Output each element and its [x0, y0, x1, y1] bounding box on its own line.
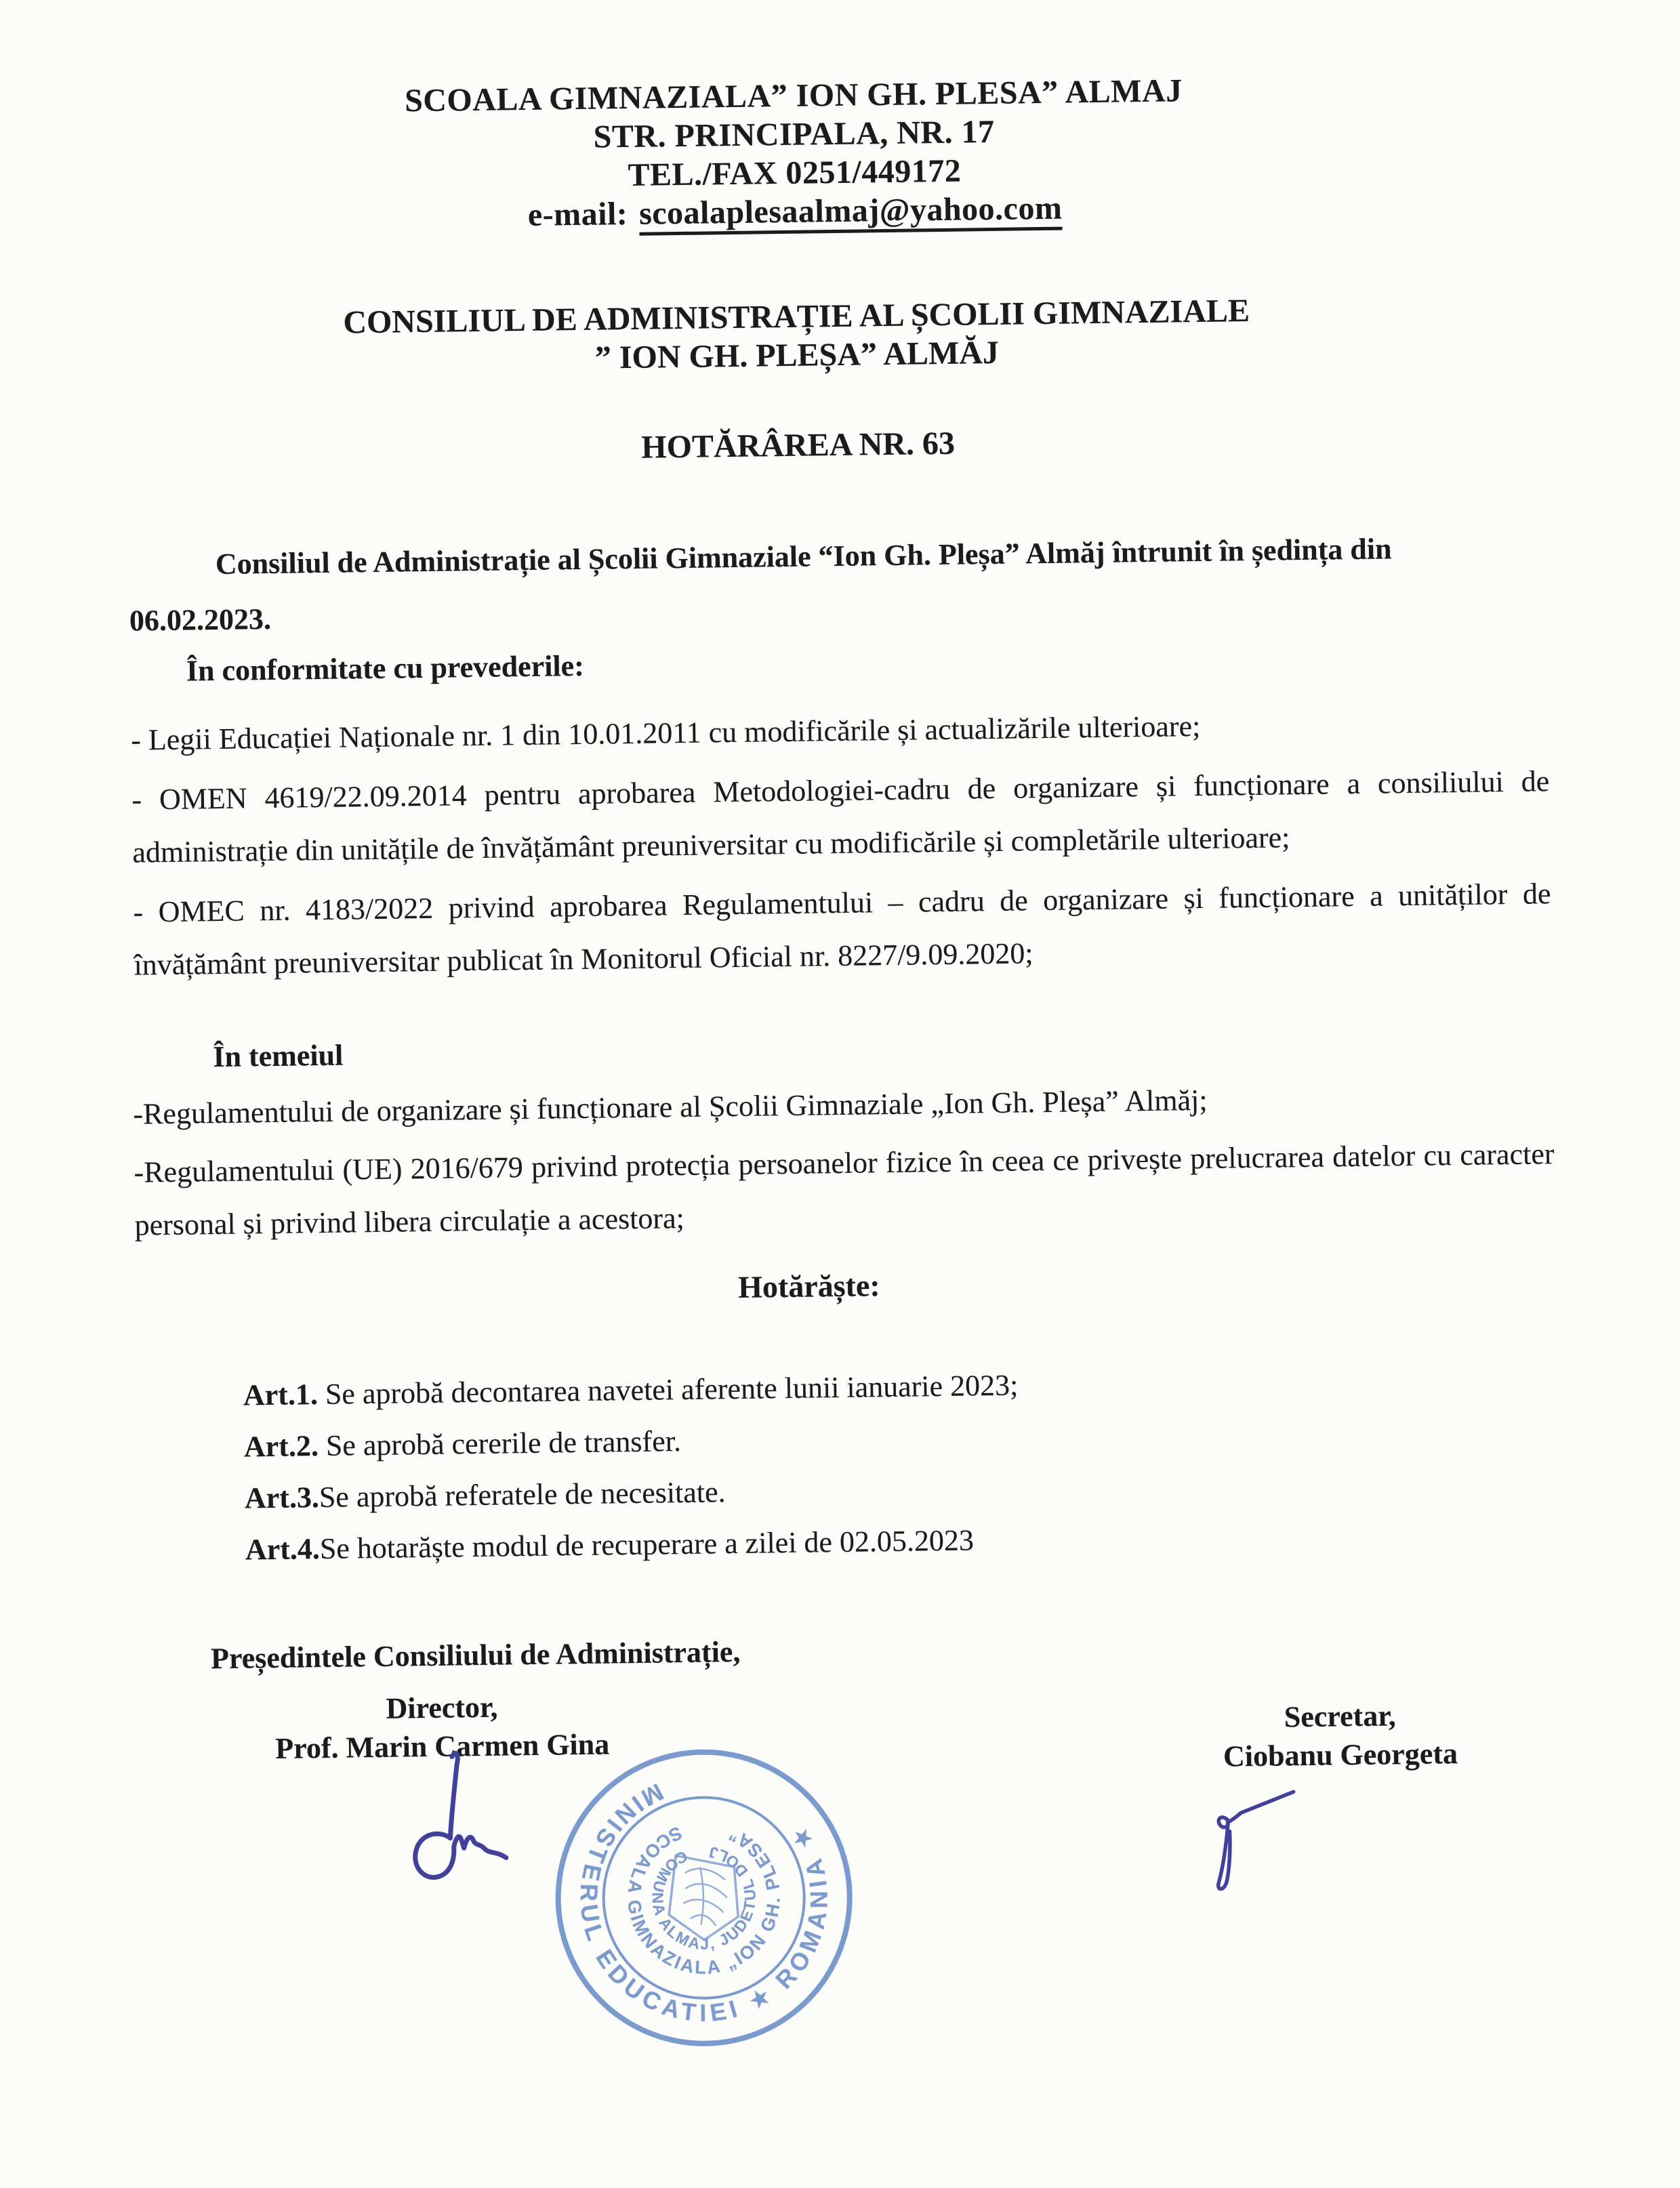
conformity-item: - OMEN 4619/22.09.2014 pentru aprobarea Metodologiei-cadru de organizare și funcționare a consiliului de administrație din unitățile de învățământ preuniversitar cu modificările și completările ulterioare; [131, 764, 1550, 869]
stamp-school-ring-text: SCOALA GIMNAZIALA „ION GH. PLESA” [623, 1822, 784, 1979]
secretary-title: Secretar, [1284, 1699, 1397, 1734]
decision-title: HOTĂRÂREA NR. 63 [640, 425, 956, 466]
article-text: Se hotarăște modul de recuperare a zilei de 02.05.2023 [319, 1523, 975, 1566]
email-link[interactable]: scoalaplesaalmaj@yahoo.com [639, 190, 1063, 236]
school-phone: TEL./FAX 0251/449172 [628, 152, 962, 193]
school-address: STR. PRINCIPALA, NR. 17 [593, 113, 995, 155]
conformity-heading: În conformitate cu prevederile: [186, 648, 585, 688]
article-label: Art.1. [243, 1378, 319, 1412]
secretary-name: Ciobanu Georgeta [1223, 1737, 1458, 1773]
conformity-item: - Legii Educației Naționale nr. 1 din 10.01.2011 cu modificările și actualizările ulterioare; [130, 709, 1201, 757]
decides-heading: Hotărăște: [737, 1268, 880, 1304]
article-row [245, 1514, 1020, 1576]
basis-list [133, 1069, 1555, 1257]
stamp-outer-ring-text: MINISTERUL EDUCATIEI ★ ROMANIA ★ [575, 1777, 833, 2027]
secretary-handwritten-signature [1192, 1779, 1315, 1903]
article-text: Se aprobă referatele de necesitate. [319, 1475, 726, 1514]
round-school-stamp [546, 1740, 862, 2056]
director-name: Prof. Marin Carmen Gina [274, 1727, 610, 1765]
intro-paragraph [128, 519, 1546, 648]
school-name: SCOALA GIMNAZIALA” ION GH. PLESA” ALMAJ [404, 73, 1183, 119]
basis-heading: În temeiul [213, 1038, 344, 1074]
email-label: e-mail: [527, 195, 628, 233]
article-row [243, 1360, 1018, 1422]
school-letterhead [82, 67, 1507, 240]
director-title: Director, [386, 1690, 498, 1725]
council-title [85, 288, 1509, 384]
intro-line1: Consiliul de Administrație al Școlii Gimnaziale “Ion Gh. Pleșa” Almăj întrunit în ședința din [215, 532, 1392, 581]
council-title-line2: ” ION GH. PLEȘA” ALMĂJ [594, 334, 1000, 376]
secretary-signature-block [1160, 1695, 1520, 1777]
conformity-item: - OMEC nr. 4183/2022 privind aprobarea Regulamentului – cadru de organizare și funcționare a unităților de învățământ preuniversitar publicat în Monitorul Oficial nr. 8227/9.09.2020; [133, 877, 1551, 982]
council-title-line1: CONSILIUL DE ADMINISTRAȚIE AL ȘCOLII GIMNAZIALE [343, 292, 1250, 341]
basis-item: -Regulamentului de organizare și funcționare al Școlii Gimnaziale „Ion Gh. Pleșa” Almăj; [133, 1083, 1208, 1131]
article-label: Art.4. [245, 1532, 321, 1567]
article-label: Art.2. [243, 1429, 319, 1464]
signature-stroke [414, 1752, 507, 1878]
article-label: Art.3. [244, 1481, 320, 1515]
article-text: Se aprobă decontarea navetei aferente lunii ianuarie 2023; [317, 1368, 1019, 1411]
president-title: Președintele Consiliului de Administrație, [210, 1635, 741, 1676]
conformity-list [131, 695, 1552, 998]
basis-item: -Regulamentului (UE) 2016/679 privind protecția persoanelor fizice în ceea ce privește prelucrarea datelor cu caracter personal și privind libera circulație a acestora; [134, 1137, 1555, 1242]
intro-date: 06.02.2023. [129, 602, 272, 638]
signature-stroke [1217, 1792, 1295, 1888]
director-handwritten-signature [388, 1735, 567, 1906]
stamp-location-ring-text: COMUNA ALMAJ, JUDETUL DOLJ [649, 1842, 760, 1954]
article-text: Se aprobă cererile de transfer. [318, 1424, 682, 1463]
articles-list [243, 1360, 1020, 1576]
